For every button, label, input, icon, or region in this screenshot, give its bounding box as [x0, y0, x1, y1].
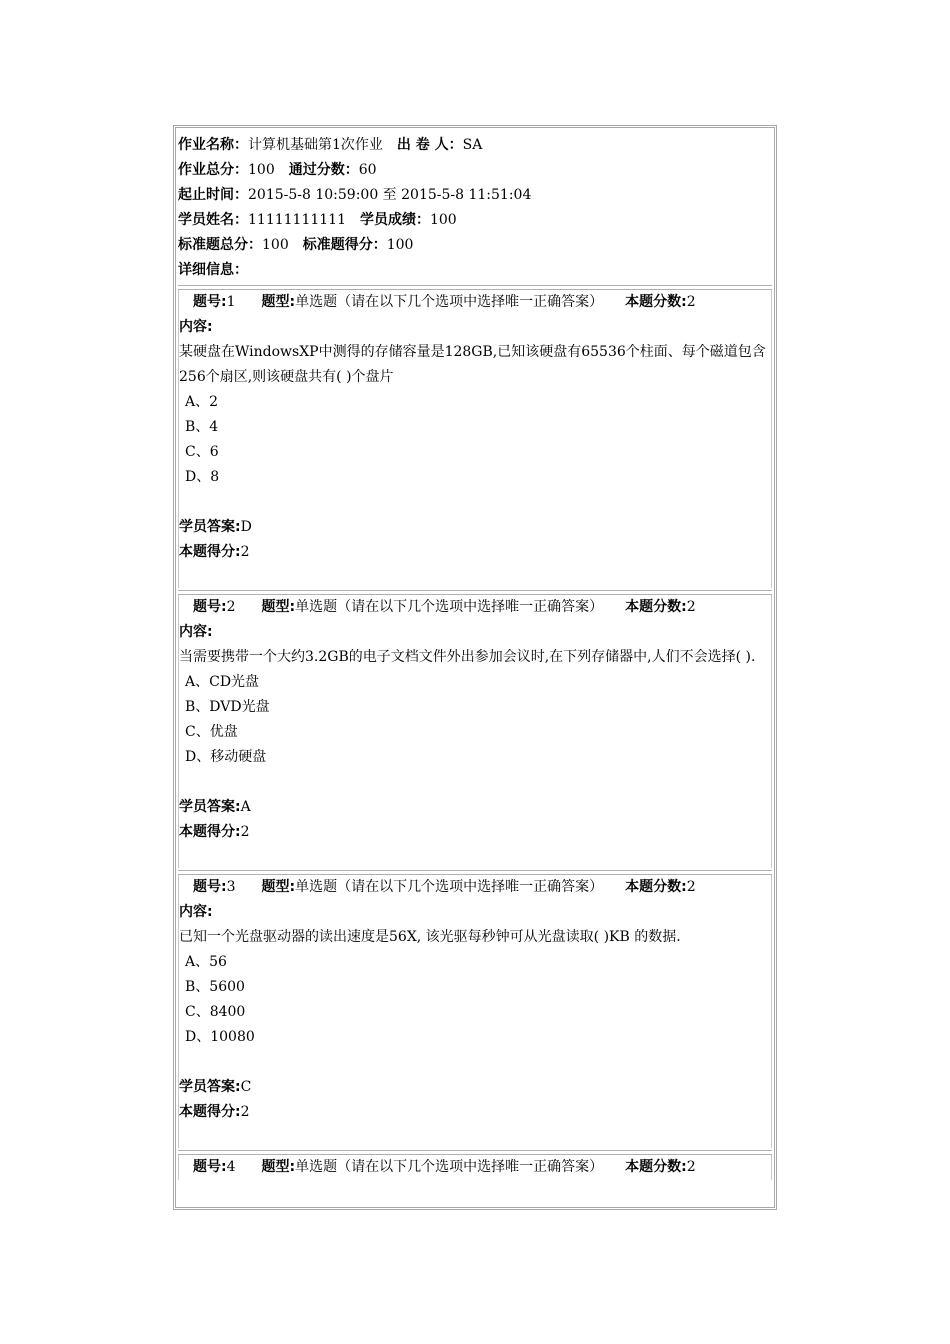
- student-answer-row: [179, 515, 771, 540]
- question-num: 1: [226, 294, 236, 310]
- option-a: A、56: [185, 954, 227, 970]
- earned-score-row: [179, 540, 771, 565]
- student-answer-label: 学员答案:: [179, 519, 241, 535]
- question-header: [179, 875, 771, 900]
- option-b: B、DVD光盘: [185, 699, 270, 715]
- earned-score-label: 本题得分:: [179, 1104, 241, 1120]
- student-answer: A: [240, 799, 251, 815]
- student-answer-label: 学员答案:: [179, 799, 241, 815]
- question-block-1: [178, 290, 772, 588]
- student-score-value: 100: [429, 212, 457, 228]
- question-type-label: 题型:: [261, 294, 296, 310]
- question-content: 当需要携带一个大约3.2GB的电子文档文件外出参加会议时,在下列存储器中,人们不会选择( ).: [179, 649, 756, 665]
- header-row-detail: [178, 258, 772, 283]
- option-a: A、2: [185, 394, 219, 410]
- question-points-label: 本题分数:: [625, 599, 687, 615]
- question-num: 3: [226, 879, 236, 895]
- author-label: 出 卷 人：: [396, 137, 463, 153]
- question-type: 单选题（请在以下几个选项中选择唯一正确答案）: [295, 294, 604, 310]
- assignment-name-value: 计算机基础第1次作业: [248, 137, 383, 153]
- question-type-label: 题型:: [261, 1159, 296, 1175]
- earned-score-row: [179, 1100, 771, 1125]
- total-score-label: 作业总分：: [178, 162, 248, 178]
- question-points-label: 本题分数:: [625, 294, 687, 310]
- question-content: 已知一个光盘驱动器的读出速度是56X, 该光驱每秒钟可从光盘读取( )KB 的数据.: [179, 929, 681, 945]
- header-row-time: [178, 183, 772, 208]
- student-score-label: 学员成绩：: [359, 212, 430, 228]
- header-row-standard: [178, 233, 772, 258]
- pass-score-label: 通过分数：: [288, 162, 359, 178]
- question-points: 2: [686, 294, 696, 310]
- std-total-label: 标准题总分：: [178, 237, 262, 253]
- question-type-label: 题型:: [261, 879, 296, 895]
- student-answer: C: [240, 1079, 252, 1095]
- earned-score: 2: [240, 1104, 250, 1120]
- question-num: 4: [226, 1159, 236, 1175]
- question-points: 2: [686, 879, 696, 895]
- time-label: 起止时间：: [178, 187, 248, 203]
- question-header: [179, 290, 771, 315]
- earned-score-row: [179, 820, 771, 845]
- content-label-row: [179, 620, 771, 645]
- student-answer-label: 学员答案:: [179, 1079, 241, 1095]
- question-num-label: 题号:: [193, 599, 227, 615]
- header-row-student: [178, 208, 772, 233]
- question-type-label: 题型:: [261, 599, 296, 615]
- student-answer-row: [179, 795, 771, 820]
- question-num-label: 题号:: [193, 1159, 227, 1175]
- earned-score: 2: [240, 824, 250, 840]
- student-answer: D: [240, 519, 252, 535]
- question-points: 2: [686, 599, 696, 615]
- detail-label: 详细信息：: [178, 262, 248, 278]
- pass-score-value: 60: [358, 162, 377, 178]
- option-b: B、4: [185, 419, 219, 435]
- option-c: C、8400: [185, 1004, 246, 1020]
- question-content: 某硬盘在WindowsXP中测得的存储容量是128GB,已知该硬盘有65536个柱面、每个磁道包含256个扇区,则该硬盘共有( )个盘片: [179, 344, 766, 385]
- option-a: A、CD光盘: [185, 674, 260, 690]
- std-total-value: 100: [262, 237, 289, 253]
- author-value: SA: [462, 137, 483, 153]
- question-num: 2: [226, 599, 236, 615]
- earned-score-label: 本题得分:: [179, 824, 241, 840]
- total-score-value: 100: [248, 162, 275, 178]
- student-name-label: 学员姓名：: [178, 212, 248, 228]
- question-type: 单选题（请在以下几个选项中选择唯一正确答案）: [295, 599, 604, 615]
- earned-score: 2: [240, 544, 250, 560]
- question-points-label: 本题分数:: [625, 879, 687, 895]
- assignment-frame: [173, 125, 777, 1210]
- content-label: 内容:: [179, 904, 213, 920]
- content-label-row: [179, 315, 771, 340]
- question-block-2: [178, 595, 772, 868]
- earned-score-label: 本题得分:: [179, 544, 241, 560]
- question-num-label: 题号:: [193, 879, 227, 895]
- std-score-value: 100: [386, 237, 414, 253]
- question-header: [179, 1155, 771, 1180]
- header-row-total: [178, 158, 772, 183]
- content-label: 内容:: [179, 319, 213, 335]
- question-num-label: 题号:: [193, 294, 227, 310]
- content-label: 内容:: [179, 624, 213, 640]
- option-d: D、移动硬盘: [185, 749, 267, 765]
- content-label-row: [179, 900, 771, 925]
- student-answer-row: [179, 1075, 771, 1100]
- question-header: [179, 595, 771, 620]
- assignment-inner: [178, 130, 772, 1180]
- time-value: 2015-5-8 10:59:00 至 2015-5-8 11:51:04: [248, 187, 532, 203]
- question-points: 2: [686, 1159, 696, 1175]
- question-type: 单选题（请在以下几个选项中选择唯一正确答案）: [295, 879, 604, 895]
- header-row-name: [178, 133, 772, 158]
- student-name-value: 11111111111: [248, 212, 346, 228]
- option-b: B、5600: [185, 979, 245, 995]
- option-d: D、8: [185, 469, 220, 485]
- option-d: D、10080: [185, 1029, 255, 1045]
- option-c: C、6: [185, 444, 219, 460]
- question-block-3: [178, 875, 772, 1148]
- question-block-4: [178, 1155, 772, 1180]
- question-points-label: 本题分数:: [625, 1159, 687, 1175]
- assignment-name-label: 作业名称：: [178, 137, 248, 153]
- std-score-label: 标准题得分：: [302, 237, 387, 253]
- option-c: C、优盘: [185, 724, 238, 740]
- question-type: 单选题（请在以下几个选项中选择唯一正确答案）: [295, 1159, 604, 1175]
